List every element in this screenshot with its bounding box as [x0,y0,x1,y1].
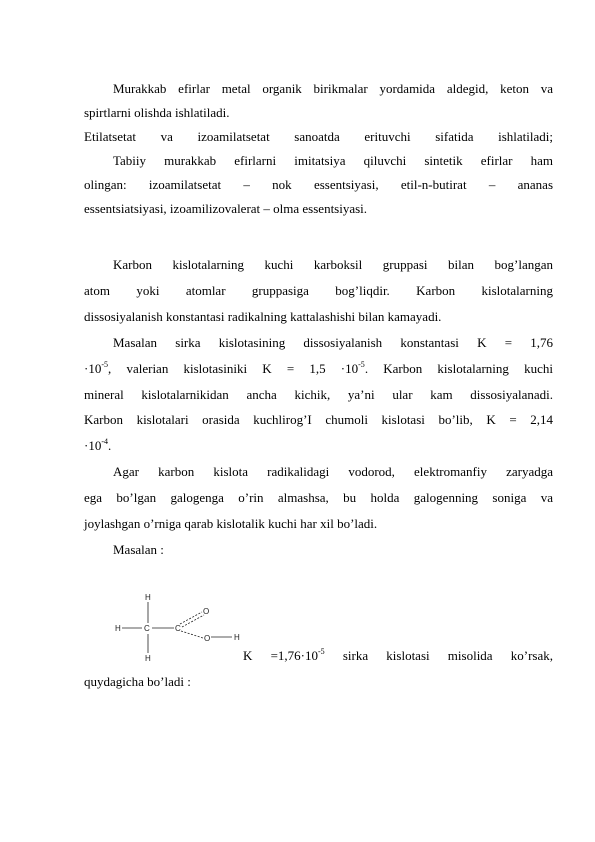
text-run: sirka kislotasi misolida ko’rsak, [324,648,553,663]
atom-o-double: O [203,607,210,616]
superscript: -5 [358,359,365,369]
text-run: ·10 [84,438,102,453]
superscript: -4 [101,436,109,446]
paragraph-7-line-1: Masalan : [113,542,164,557]
acetic-acid-structure [110,590,255,662]
paragraph-1-line-1: Murakkab efirlar metal organik birikmalar yordamida aldegid, keton va [113,81,553,96]
text-run: . [108,438,112,453]
text-run: , valerian kislotasiniki K = 1,5 ·10 [108,361,359,376]
text-run: . Karbon kislotalarning kuchi [364,361,553,376]
paragraph-1-line-2: spirtlarni olishda ishlatiladi. [84,105,230,120]
paragraph-3-line-3: essentsiatsiyasi, izoamilizovalerat – olma essentsiyasi. [84,201,368,216]
paragraph-4-line-3: dissosiyalanish konstantasi radikalning kattalashishi bilan kamayadi. [84,309,442,324]
paragraph-8-line-2: quydagicha bo’ladi : [84,674,191,689]
paragraph-5-line-3: mineral kislotalarnikidan ancha kichik, ya’ni ular kam dissosiyalanadi. [84,387,553,402]
text-run: K =1,76·10 [243,648,318,663]
atom-h-top: H [145,593,151,602]
text-run: ·10 [84,361,102,376]
atom-c2: C [175,624,181,633]
paragraph-3-line-1: Tabiiy murakkab efirlarni imitatsiya qiluvchi sintetik efirlar ham [113,153,553,168]
paragraph-6-line-2: ega bo’lgan galogenga o’rin almashsa, bu holda galogenning soniga va [84,490,553,505]
superscript: -5 [317,646,325,656]
atom-h-left: H [115,624,121,633]
superscript: -5 [101,359,109,369]
paragraph-5-line-4: Karbon kislotalari orasida kuchlirog’I chumoli kislotasi bo’lib, K = 2,14 [84,412,553,427]
atom-h-right: H [234,633,240,642]
paragraph-4-line-1: Karbon kislotalarning kuchi karboksil gruppasi bilan bog’langan [113,257,553,272]
paragraph-6-line-1: Agar karbon kislota radikalidagi vodorod, elektromanfiy zaryadga [113,464,553,479]
paragraph-4-line-2: atom yoki atomlar gruppasiga bog’liqdir. Karbon kislotalarning [84,283,553,298]
paragraph-2-line-1: Etilatsetat va izoamilatsetat sanoatda erituvchi sifatida ishlatiladi; [84,129,553,144]
bond-c-o-single [181,631,203,638]
paragraph-6-line-3: joylashgan o’rniga qarab kislotalik kuchi har xil bo’ladi. [84,516,378,531]
paragraph-5-line-1: Masalan sirka kislotasining dissosiyalanish konstantasi K = 1,76 [113,335,553,350]
atom-c1: C [144,624,150,633]
atom-h-bottom: H [145,654,151,662]
paragraph-3-line-2: olingan: izoamilatsetat – nok essentsiyasi, etil-n-butirat – ananas [84,177,553,192]
paragraph-5-line-5 [84,438,553,454]
paragraph-8-line-1 [243,648,553,664]
paragraph-5-line-2 [84,361,553,377]
atom-o-single: O [204,634,211,643]
